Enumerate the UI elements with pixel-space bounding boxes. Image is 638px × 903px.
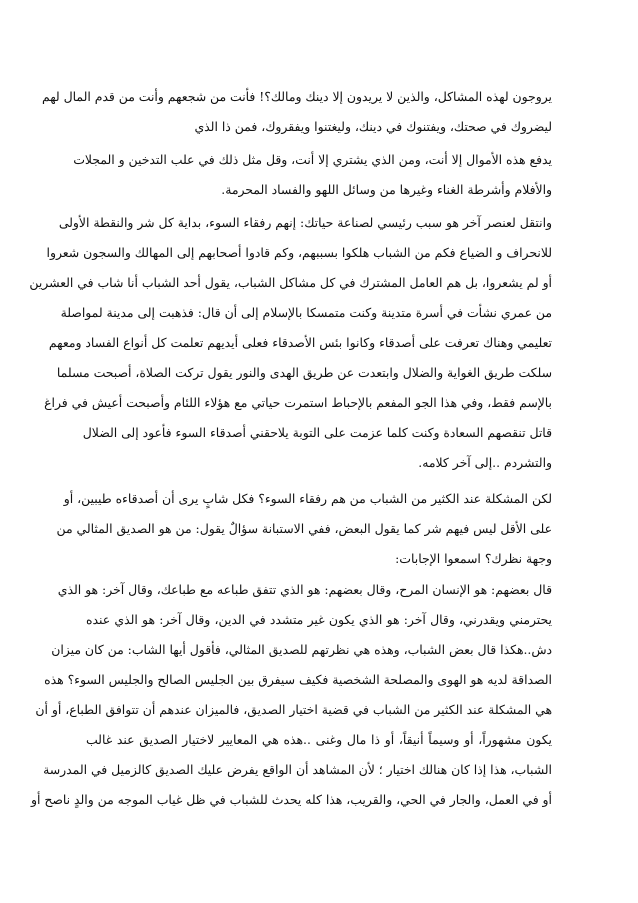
text-line: الشباب، هذا إذا كان هنالك اختيار ؛ لأن المشاهد أن الواقع يفرض عليك الصديق كالزميل في المدرسة bbox=[43, 762, 552, 777]
text-line: بالإسم فقط، وفي هذا الجو المفعم بالإحباط استمرت حياتي مع هؤلاء اللئام وأصبحت أعيش في فراغ bbox=[44, 395, 552, 410]
text-line: يروجون لهذه المشاكل، والذين لا يريدون إلا دينك ومالك؟! فأنت من شجعهم وأنت من قدم المال لهم bbox=[41, 89, 552, 104]
text-line: يحترمني ويقدرني، وقال آخر: هو الذي يكون غير متشدد في الدين، وقال آخر: هو الذي عنده bbox=[86, 612, 552, 627]
paragraph-5 bbox=[30, 575, 552, 815]
text-line: والتشردم ..إلى آخر كلامه. bbox=[418, 455, 552, 470]
text-line: هي المشكلة عند الكثير من الشباب في قضية اختيار الصديق، فالميزان عندهم أن تتوافق الطباع، أو أن bbox=[35, 702, 552, 717]
paragraph-4 bbox=[56, 484, 552, 574]
text-line: على الأقل ليس فيهم شر كما يقول البعض، ففي الاستبانة سؤالٌ يقول: من هو الصديق المثالي من bbox=[56, 521, 552, 536]
text-line: تعليمي وهناك تعرفت على أصدقاء وكانوا بئس الأصدقاء فعلى أيديهم تعلمت كل أنواع الفساد ومعهم bbox=[48, 335, 552, 350]
text-line: الصداقة لديه هو الهوى والمصلحة الشخصية فكيف سيفرق بين الجليس الصالح والجليس السوء؟ هذه bbox=[44, 672, 552, 687]
text-line: وجهة نظرك؟ اسمعوا الإجابات: bbox=[395, 551, 552, 566]
text-line: وانتقل لعنصر آخر هو سبب رئيسي لصناعة حياتك: إنهم رفقاء السوء، بداية كل شر والنقطة الأولى bbox=[58, 215, 552, 230]
text-line: من عمري نشأت في أسرة متدينة وكنت متمسكا بالإسلام إلى أن قال: فذهبت إلى مدينة لمواصلة bbox=[60, 305, 552, 320]
paragraph-2 bbox=[73, 145, 552, 205]
paragraph-3 bbox=[29, 208, 552, 478]
text-line: سلكت طريق الغواية والضلال وابتعدت عن طريق الهدى والنور يقول تركت الصلاة، أصبحت مسلما bbox=[56, 365, 552, 380]
text-line: يدفع هذه الأموال إلا أنت، ومن الذي يشتري إلا أنت، وقل مثل ذلك في علب التدخين و المجلات bbox=[73, 152, 552, 167]
text-line: والأفلام وأشرطة الغناء وغيرها من وسائل اللهو والفساد المحرمة. bbox=[221, 182, 552, 197]
text-line: أو لم يشعروا، بل هم العامل المشترك في كل مشاكل الشباب، يقول أحد الشباب أنا شاب في العشرين bbox=[29, 275, 552, 290]
paragraph-1 bbox=[41, 82, 552, 142]
text-line: قاتل تنقصهم السعادة وكنت كلما عزمت على التوبة يلاحقني أصدقاء السوء فأعود إلى الضلال bbox=[82, 425, 552, 440]
text-line: للانحراف و الضياع فكم من الشباب هلكوا بسببهم، وكم قادوا أصحابهم إلى المهالك والسجون شعروا bbox=[46, 245, 552, 260]
text-line: يكون مشهوراً، أو وسيماً أنيقاً، أو ذا مال وغنى ..هذه هي المعايير لاختيار الصديق عند غالب bbox=[86, 732, 552, 747]
text-line: ليضروك في صحتك، ويفتنوك في دينك، وليغتنوا ويفقروك، فمن ذا الذي bbox=[194, 119, 552, 134]
text-line: لكن المشكلة عند الكثير من الشباب من هم رفقاء السوء؟ فكل شابٍ يرى أن أصدقاءه طيبين، أو bbox=[63, 491, 552, 506]
text-line: أو في العمل، والجار في الحي، والقريب، هذا كله يحدث للشباب في ظل غياب الموجه من والدٍ ناصح أو bbox=[30, 792, 552, 807]
text-line: قال بعضهم: هو الإنسان المرح، وقال بعضهم: هو الذي تتفق طباعه مع طباعك، وقال آخر: هو الذي bbox=[57, 582, 552, 597]
text-line: دش..هكذا قال بعض الشباب، وهذه هي نظرتهم للصديق المثالي، فأقول أيها الشاب: من كان ميزان bbox=[51, 642, 552, 657]
